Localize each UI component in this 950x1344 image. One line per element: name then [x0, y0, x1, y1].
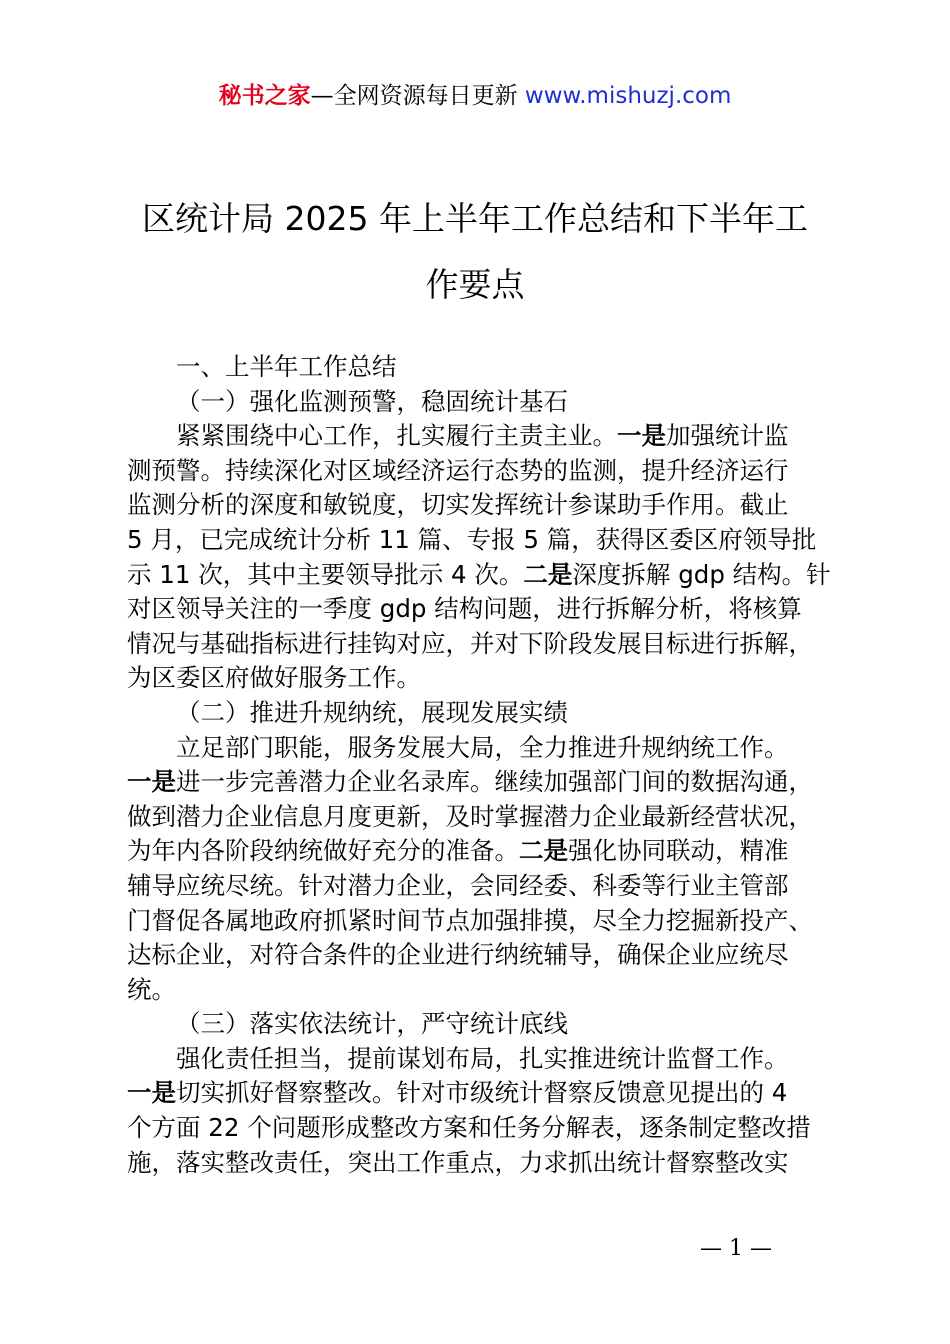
body-line [127, 454, 857, 489]
body-line [127, 592, 857, 627]
text-run: 为区委区府做好服务工作。 [127, 663, 421, 693]
section-heading: 一、上半年工作总结 [176, 352, 397, 381]
text-run: 情况与基础指标进行挂钩对应，并对下阶段发展目标进行拆解， [127, 628, 813, 658]
page-number: — 1 — [700, 1236, 772, 1261]
bold-marker: 二是 [519, 836, 568, 866]
document-body [127, 350, 857, 1180]
body-line [127, 1042, 857, 1077]
site-url-link[interactable]: www.mishuzj.com [524, 83, 732, 109]
text-run: 对区领导关注的一季度 gdp 结构问题，进行拆解分析，将核算 [127, 594, 802, 624]
text-run: 进一步完善潜力企业名录库。继续加强部门间的数据沟通， [176, 767, 813, 797]
section-heading: （二）推进升规纳统，展现发展实绩 [176, 697, 568, 727]
text-run: 深度拆解 gdp 结构。针 [572, 559, 831, 589]
title-line-1: 区统计局 2025 年上半年工作总结和下半年工 [142, 199, 808, 238]
text-run: 辅导应统尽统。针对潜力企业，会同经委、科委等行业主管部 [127, 870, 789, 900]
text-run: 监测分析的深度和敏锐度，切实发挥统计参谋助手作用。截止 [127, 490, 789, 520]
bold-marker: 一是 [617, 421, 666, 451]
body-line [127, 558, 857, 593]
body-line [127, 869, 857, 904]
body-line [127, 938, 857, 973]
title-line-2: 作要点 [425, 265, 525, 304]
body-line [127, 419, 857, 454]
body-line [127, 1146, 857, 1181]
text-run: 统。 [127, 974, 176, 1004]
body-line [127, 973, 857, 1008]
text-run: 达标企业，对符合条件的企业进行纳统辅导，确保企业应统尽 [127, 940, 789, 970]
text-run: 个方面 22 个问题形成整改方案和任务分解表，逐条制定整改措 [127, 1113, 811, 1143]
header-tagline: —全网资源每日更新 [310, 83, 518, 109]
section-heading: （一）强化监测预警，稳固统计基石 [176, 386, 568, 416]
text-run: 施，落实整改责任，突出工作重点，力求抓出统计督察整改实 [127, 1147, 789, 1177]
text-run: 5 月，已完成统计分析 11 篇、专报 5 篇，获得区委区府领导批 [127, 524, 817, 554]
text-run: 加强统计监 [666, 421, 789, 451]
text-run: 门督促各属地政府抓紧时间节点加强排摸，尽全力挖掘新投产、 [127, 905, 813, 935]
body-line [127, 488, 857, 523]
bold-marker: 一是 [127, 767, 176, 797]
body-line [127, 523, 857, 558]
body-line [127, 904, 857, 939]
body-line [127, 661, 857, 696]
body-line [127, 834, 857, 869]
text-run: 为年内各阶段纳统做好充分的准备。 [127, 836, 519, 866]
brand-name: 秘书之家 [218, 83, 311, 109]
bold-marker: 一是 [127, 1078, 176, 1108]
text-run: 紧紧围绕中心工作，扎实履行主责主业。 [176, 421, 617, 451]
text-run: 立足部门职能，服务发展大局，全力推进升规纳统工作。 [176, 732, 789, 762]
body-line [127, 731, 857, 766]
text-run: 测预警。持续深化对区域经济运行态势的监测，提升经济运行 [127, 455, 789, 485]
body-line [127, 765, 857, 800]
text-run: 切实抓好督察整改。针对市级统计督察反馈意见提出的 4 [176, 1078, 788, 1108]
site-header [0, 80, 950, 112]
section-heading: （三）落实依法统计，严守统计底线 [176, 1009, 568, 1039]
bold-marker: 二是 [523, 559, 573, 589]
document-title [60, 186, 890, 318]
body-line [127, 627, 857, 662]
text-run: 强化责任担当，提前谋划布局，扎实推进统计监督工作。 [176, 1043, 789, 1073]
body-line [127, 1111, 857, 1146]
text-run: 强化协同联动，精准 [568, 836, 789, 866]
body-line [127, 800, 857, 835]
body-line [127, 1076, 857, 1111]
text-run: 示 11 次，其中主要领导批示 4 次。 [127, 559, 524, 589]
text-run: 做到潜力企业信息月度更新，及时掌握潜力企业最新经营状况， [127, 801, 813, 831]
